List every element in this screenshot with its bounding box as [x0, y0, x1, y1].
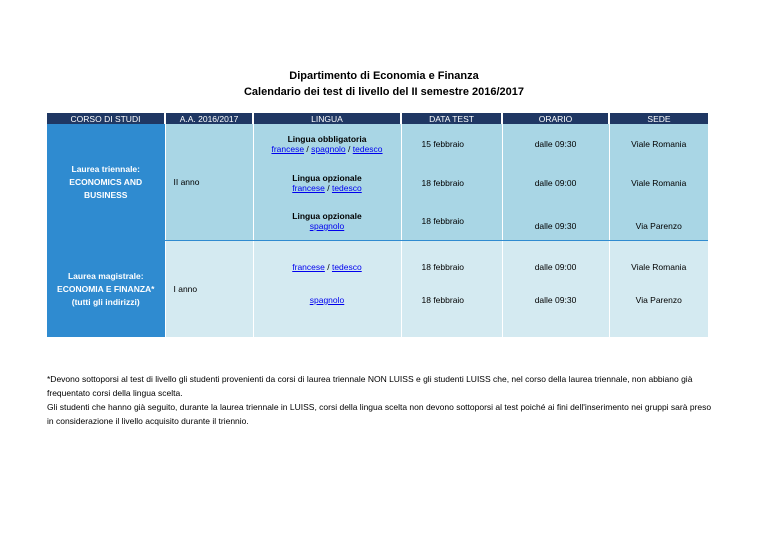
- separator: /: [324, 262, 332, 272]
- separator: /: [345, 144, 353, 154]
- col-header-course: CORSO DI STUDI: [47, 113, 165, 124]
- date-cell: 18 febbraio: [401, 293, 502, 337]
- course-line: ECONOMIA E FINANZA*: [57, 283, 155, 294]
- site-cell: Viale Romania: [609, 164, 708, 202]
- course-cell-magistrale: [47, 241, 165, 337]
- col-header-site: SEDE: [609, 113, 708, 124]
- link-francese[interactable]: francese: [271, 144, 305, 154]
- separator: /: [324, 183, 332, 193]
- language-cell: [253, 202, 401, 240]
- link-tedesco[interactable]: tedesco: [331, 183, 362, 193]
- date-cell: 18 febbraio: [401, 241, 502, 293]
- table-row: [47, 124, 708, 164]
- time-cell: dalle 09:30: [502, 293, 609, 337]
- language-cell: [253, 241, 401, 293]
- language-type-label: Lingua opzionale: [292, 211, 362, 221]
- course-cell-triennale: [47, 124, 165, 240]
- calendar-title: Calendario dei test di livello del II semestre 2016/2017: [243, 86, 525, 98]
- test-calendar-table: [47, 113, 708, 337]
- link-tedesco[interactable]: tedesco: [352, 144, 383, 154]
- link-spagnolo[interactable]: spagnolo: [309, 221, 345, 231]
- site-cell: Viale Romania: [609, 241, 708, 293]
- col-header-date: DATA TEST: [401, 113, 502, 124]
- site-cell: Viale Romania: [609, 124, 708, 164]
- link-tedesco[interactable]: tedesco: [331, 262, 362, 272]
- year-cell: I anno: [165, 241, 253, 337]
- course-line: BUSINESS: [84, 189, 128, 200]
- link-spagnolo[interactable]: spagnolo: [311, 144, 346, 154]
- date-cell: 18 febbraio: [401, 164, 502, 202]
- link-francese[interactable]: francese: [292, 262, 325, 272]
- col-header-language: LINGUA: [253, 113, 401, 124]
- date-cell: 15 febbraio: [401, 124, 502, 164]
- language-cell: [253, 164, 401, 202]
- footnote-paragraph-1: *Devono sottoporsi al test di livello gli studenti provenienti da corsi di laurea triennale NON LUISS e gli studenti LUISS che, nel corso della laurea triennale, non abbiano già frequentato corsi della lingua scelta.: [47, 374, 693, 398]
- site-cell: Via Parenzo: [609, 202, 708, 240]
- table-row: [47, 241, 708, 293]
- language-type-label: Lingua obbligatoria: [287, 134, 367, 144]
- date-cell: 18 febbraio: [401, 202, 502, 240]
- language-cell: [253, 293, 401, 337]
- course-line: (tutti gli indirizzi): [71, 296, 140, 307]
- course-line: Laurea triennale:: [71, 163, 140, 174]
- table-header-row: [47, 113, 708, 124]
- department-title: Dipartimento di Economia e Finanza: [289, 70, 479, 82]
- course-line: ECONOMICS AND: [69, 176, 143, 187]
- time-cell: dalle 09:00: [502, 241, 609, 293]
- language-type-label: Lingua opzionale: [292, 173, 362, 183]
- footnote: [47, 372, 712, 428]
- site-cell: Via Parenzo: [609, 293, 708, 337]
- language-cell: [253, 124, 401, 164]
- time-cell: dalle 09:30: [502, 124, 609, 164]
- time-cell: dalle 09:00: [502, 164, 609, 202]
- separator: /: [304, 144, 312, 154]
- link-francese[interactable]: francese: [292, 183, 325, 193]
- footnote-paragraph-2: Gli studenti che hanno già seguito, durante la laurea triennale in LUISS, corsi della lingua scelta non devono sottoporsi al test poiché ai fini dell'inserimento nei gruppi sarà preso in considerazione il livello acquisito durante il triennio.: [47, 402, 712, 426]
- year-cell: II anno: [165, 124, 253, 240]
- time-cell: dalle 09:30: [502, 202, 609, 240]
- col-header-time: ORARIO: [502, 113, 609, 124]
- course-line: Laurea magistrale:: [67, 270, 144, 281]
- col-header-year: A.A. 2016/2017: [165, 113, 253, 124]
- link-spagnolo[interactable]: spagnolo: [309, 295, 345, 305]
